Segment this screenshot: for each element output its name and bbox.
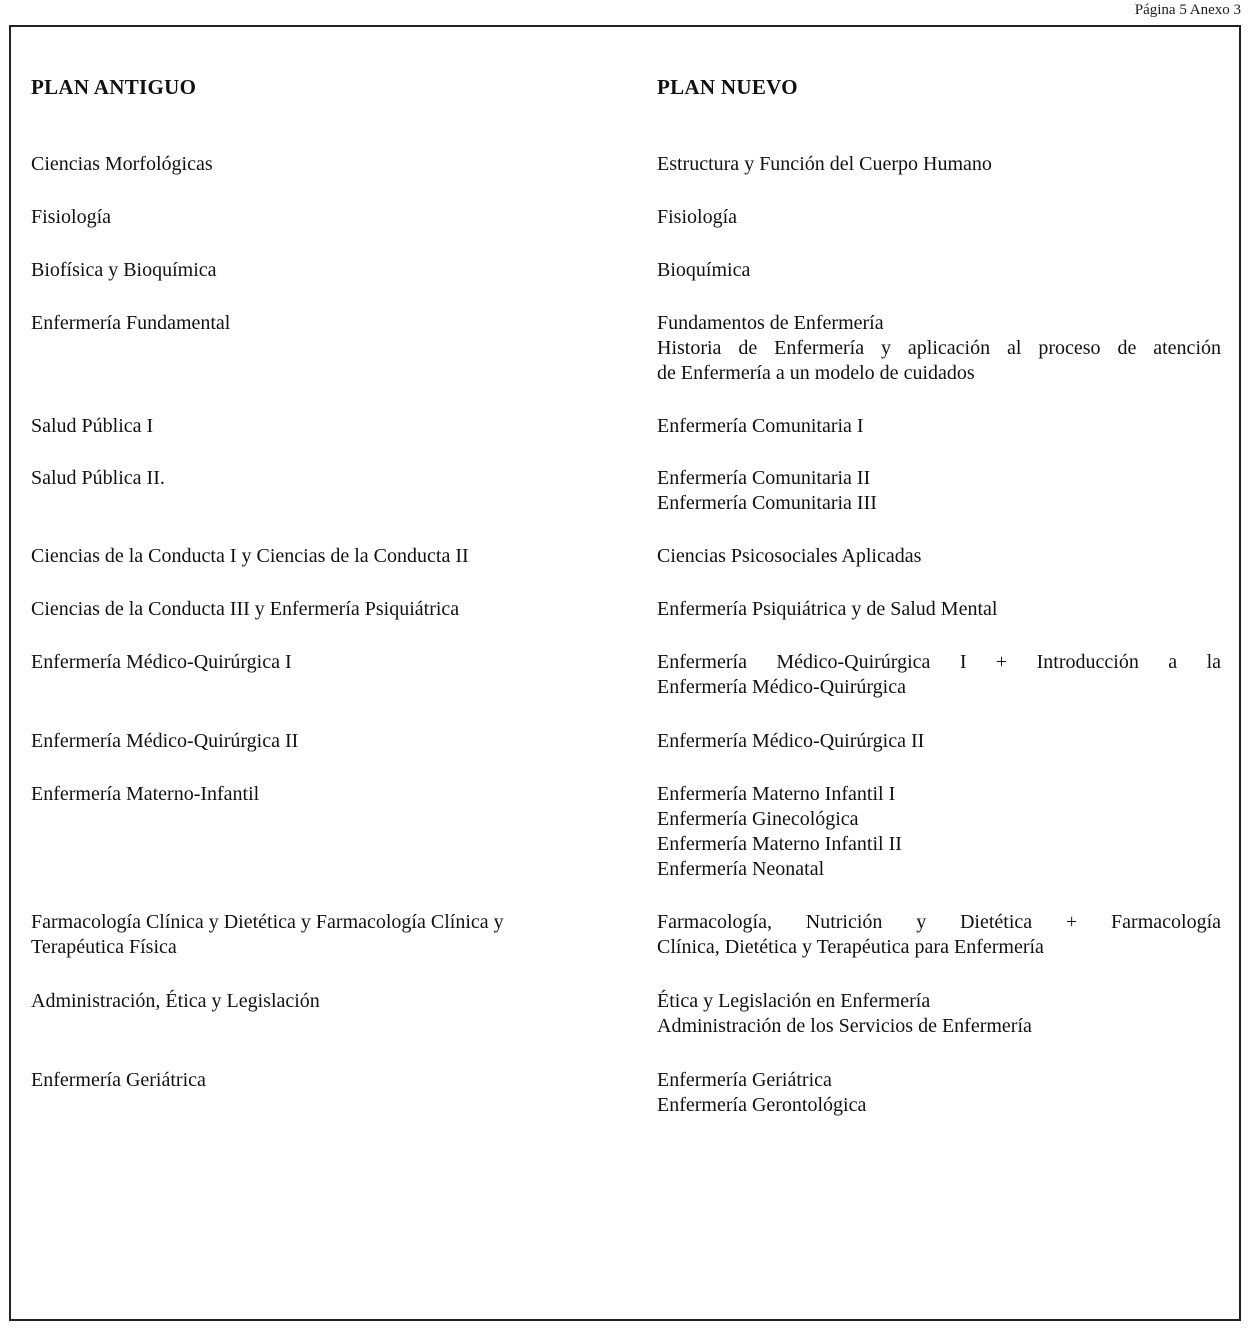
old-course-line: Terapéutica Física — [31, 936, 177, 958]
new-course-line: Enfermería Médico-Quirúrgica — [657, 676, 906, 698]
old-course — [31, 1068, 621, 1093]
new-course — [657, 989, 1221, 1039]
new-course — [657, 152, 1221, 177]
old-course — [31, 782, 621, 807]
new-course — [657, 597, 1221, 622]
new-course-line: Enfermería Psiquiátrica y de Salud Mental — [657, 598, 998, 620]
old-course — [31, 152, 621, 177]
old-course-line: Salud Pública II. — [31, 467, 165, 489]
new-course-line: Administración de los Servicios de Enfermería — [657, 1015, 1032, 1037]
new-course-line: Historia de Enfermería y aplicación al proceso de atención — [657, 337, 1221, 359]
old-course — [31, 258, 621, 283]
old-course-line: Biofísica y Bioquímica — [31, 259, 217, 281]
old-course — [31, 597, 621, 622]
new-course-line: Bioquímica — [657, 259, 751, 281]
new-course-line: Fisiología — [657, 206, 738, 228]
old-course — [31, 650, 621, 675]
new-course — [657, 1068, 1221, 1118]
new-course — [657, 650, 1221, 700]
old-course — [31, 729, 621, 754]
old-course-line: Enfermería Geriátrica — [31, 1069, 206, 1091]
old-course-line: Enfermería Fundamental — [31, 312, 231, 334]
new-course-line: Enfermería Neonatal — [657, 858, 825, 880]
old-course-line: Administración, Ética y Legislación — [31, 990, 320, 1012]
old-course — [31, 910, 621, 960]
old-course-line: Enfermería Materno-Infantil — [31, 783, 260, 805]
old-course — [31, 544, 621, 569]
new-course-line: Farmacología, Nutrición y Dietética + Farmacología — [657, 911, 1221, 933]
new-course-line: Enfermería Comunitaria I — [657, 415, 864, 437]
old-course-line: Ciencias Morfológicas — [31, 153, 213, 175]
new-course — [657, 782, 1221, 882]
new-course — [657, 414, 1221, 439]
new-course — [657, 466, 1221, 516]
page-header: Página 5 Anexo 3 — [1134, 2, 1241, 18]
new-course-line: Estructura y Función del Cuerpo Humano — [657, 153, 992, 175]
old-course-line: Farmacología Clínica y Dietética y Farmacología Clínica y — [31, 911, 504, 933]
new-course — [657, 205, 1221, 230]
new-course-line: Enfermería Comunitaria III — [657, 492, 877, 514]
new-course-line: Enfermería Médico-Quirúrgica I + Introducción a la — [657, 651, 1221, 673]
new-course — [657, 258, 1221, 283]
old-course-line: Fisiología — [31, 206, 112, 228]
new-course — [657, 311, 1221, 386]
old-course — [31, 466, 621, 491]
comparison-frame — [9, 25, 1241, 1321]
new-course-line: Enfermería Geriátrica — [657, 1069, 832, 1091]
old-plan-heading: PLAN ANTIGUO — [31, 75, 197, 99]
new-course-line: Enfermería Médico-Quirúrgica II — [657, 730, 925, 752]
new-course-line: Enfermería Ginecológica — [657, 808, 859, 830]
new-course-line: Enfermería Gerontológica — [657, 1094, 867, 1116]
old-course — [31, 205, 621, 230]
old-course — [31, 989, 621, 1014]
new-course-line: Clínica, Dietética y Terapéutica para Enfermería — [657, 936, 1044, 958]
old-course-line: Salud Pública I — [31, 415, 154, 437]
new-course-line: Enfermería Comunitaria II — [657, 467, 871, 489]
old-course-line: Enfermería Médico-Quirúrgica II — [31, 730, 299, 752]
old-course — [31, 414, 621, 439]
old-course-line: Ciencias de la Conducta III y Enfermería Psiquiátrica — [31, 598, 460, 620]
new-course — [657, 729, 1221, 754]
new-course-line: Enfermería Materno Infantil II — [657, 833, 902, 855]
old-course-line: Ciencias de la Conducta I y Ciencias de la Conducta II — [31, 545, 469, 567]
old-course-line: Enfermería Médico-Quirúrgica I — [31, 651, 292, 673]
new-course-line: Fundamentos de Enfermería — [657, 312, 884, 334]
old-course — [31, 311, 621, 336]
new-course — [657, 910, 1221, 960]
new-course — [657, 544, 1221, 569]
new-plan-heading: PLAN NUEVO — [657, 75, 798, 99]
new-course-line: Ciencias Psicosociales Aplicadas — [657, 545, 922, 567]
new-course-line: Ética y Legislación en Enfermería — [657, 990, 931, 1012]
new-course-line: de Enfermería a un modelo de cuidados — [657, 362, 975, 384]
new-course-line: Enfermería Materno Infantil I — [657, 783, 896, 805]
